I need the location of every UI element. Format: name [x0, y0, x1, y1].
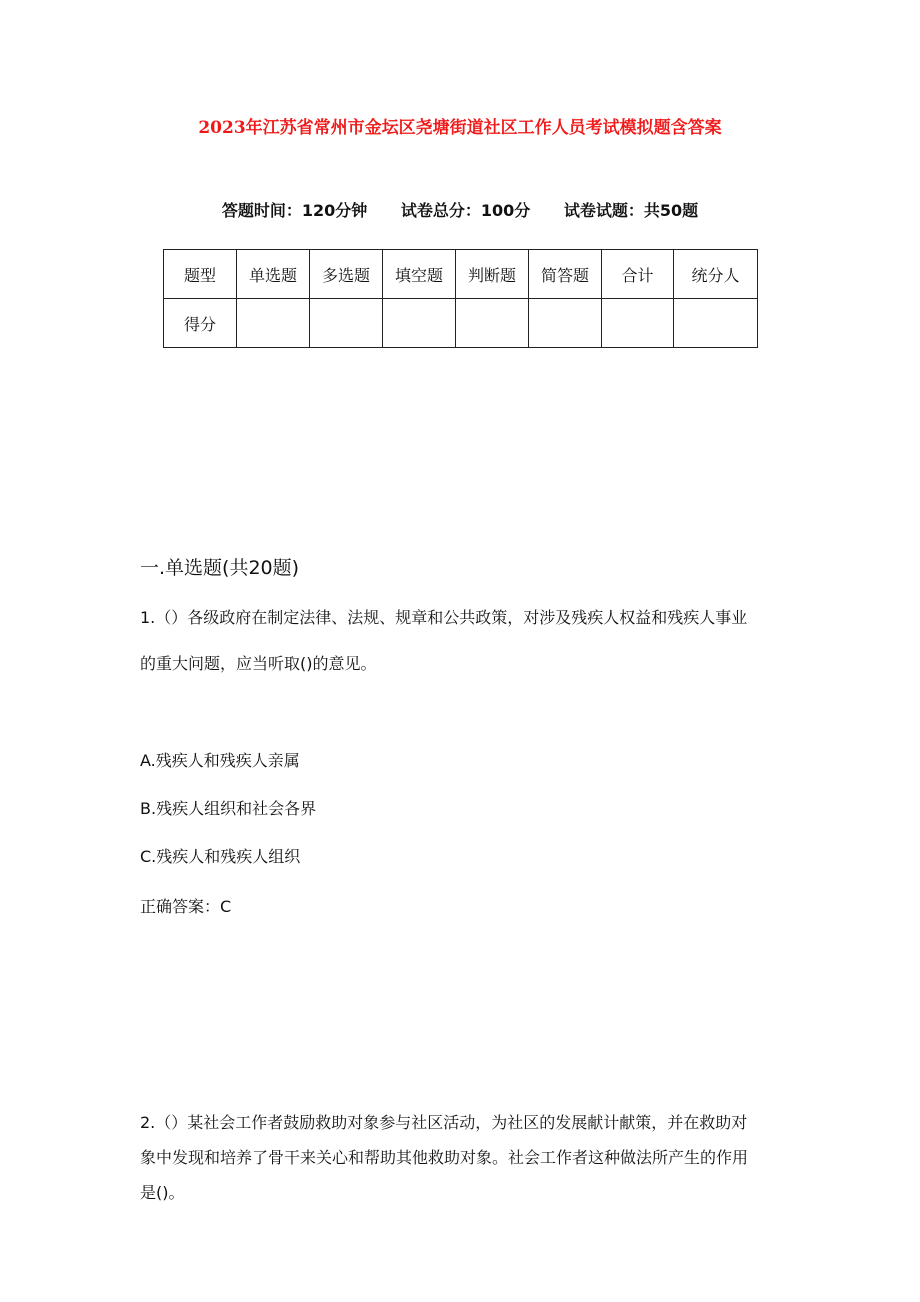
score-cell [674, 299, 758, 348]
question-2-line-2: 象中发现和培养了骨干来关心和帮助其他救助对象。社会工作者这种做法所产生的作用 [140, 1148, 749, 1167]
question-2-line-1: 2.（）某社会工作者鼓励救助对象参与社区活动，为社区的发展献计献策，并在救助对 [140, 1113, 748, 1132]
header-cell: 统分人 [674, 250, 758, 299]
score-row [164, 299, 758, 348]
score-row-label: 得分 [164, 299, 237, 348]
exam-count: 试卷试题：共50题 [563, 201, 699, 220]
option-a: A.残疾人和残疾人亲属 [140, 751, 300, 770]
option-b: B.残疾人组织和社会各界 [140, 799, 317, 818]
header-cell: 判断题 [456, 250, 529, 299]
section-heading: 一.单选题(共20题) [140, 557, 300, 579]
question-1-line-1: 1.（）各级政府在制定法律、法规、规章和公共政策，对涉及残疾人权益和残疾人事业 [140, 608, 748, 627]
score-cell [237, 299, 310, 348]
score-cell [529, 299, 602, 348]
header-cell: 填空题 [383, 250, 456, 299]
score-cell [602, 299, 674, 348]
score-cell [456, 299, 529, 348]
option-c: C.残疾人和残疾人组织 [140, 847, 301, 866]
exam-time: 答题时间：120分钟 [221, 201, 368, 220]
answer: 正确答案：C [140, 897, 232, 916]
question-1-line-2: 的重大问题，应当听取()的意见。 [140, 654, 377, 673]
score-cell [383, 299, 456, 348]
document-title: 2023年江苏省常州市金坛区尧塘街道社区工作人员考试模拟题含答案 [198, 118, 722, 138]
header-cell: 合计 [602, 250, 674, 299]
score-table-header-row [164, 250, 758, 299]
header-cell: 简答题 [529, 250, 602, 299]
score-table [163, 249, 758, 348]
header-cell: 多选题 [310, 250, 383, 299]
question-2-line-3: 是()。 [140, 1183, 185, 1202]
header-cell: 单选题 [237, 250, 310, 299]
header-cell: 题型 [164, 250, 237, 299]
exam-total: 试卷总分：100分 [400, 201, 531, 220]
score-cell [310, 299, 383, 348]
exam-info [0, 198, 920, 221]
